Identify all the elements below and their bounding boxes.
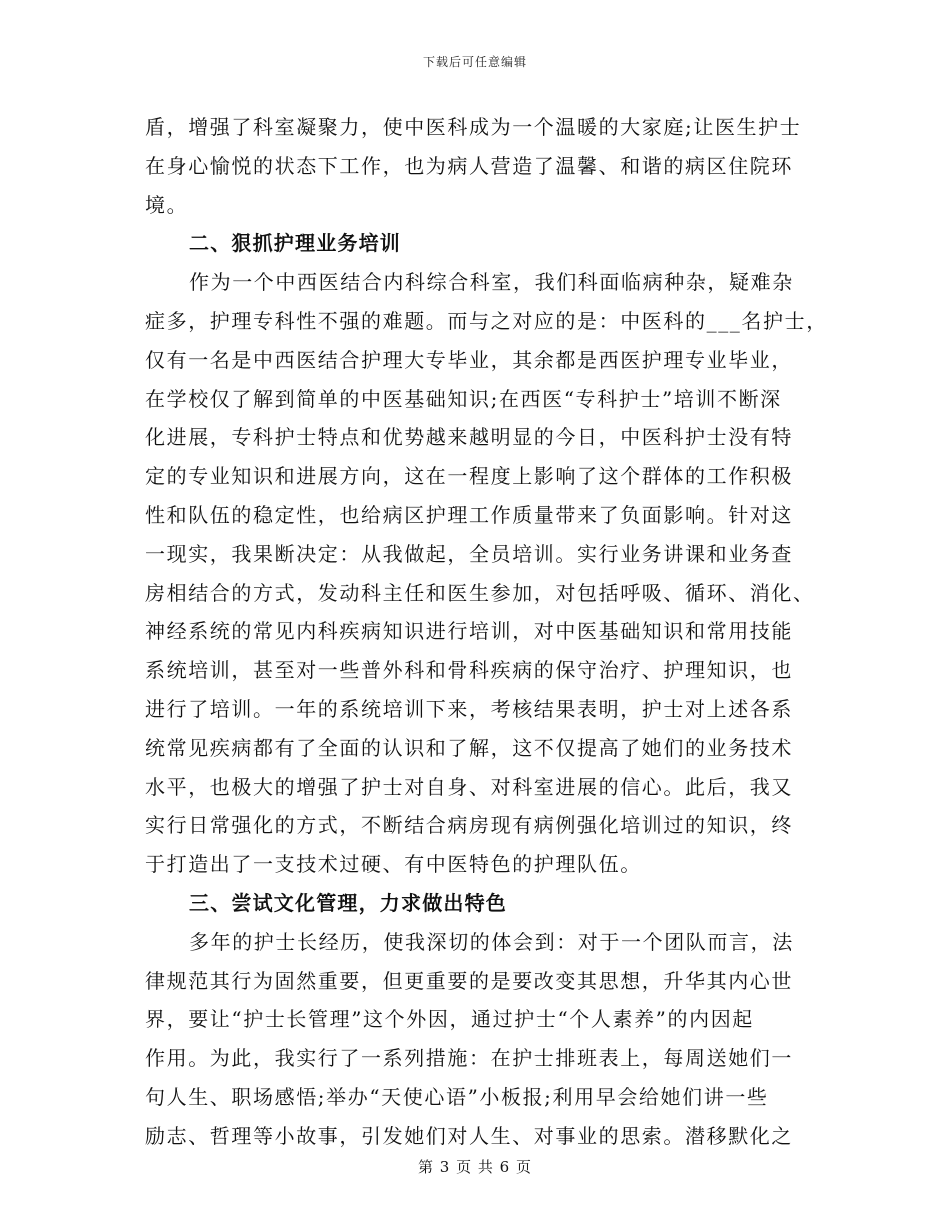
body-line: 水平，也极大的增强了护士对自身、对科室进展的信心。此后，我又 [145,774,793,799]
body-line: 统常见疾病都有了全面的认识和了解，这不仅提高了她们的业务技术 [145,735,793,760]
body-line: 律规范其行为固然重要，但更重要的是要改变其思想，升华其内心世 [145,968,793,993]
paragraph-first-line: 作为一个中西医结合内科综合科室，我们科面临病种杂，疑难杂 [189,270,794,295]
body-line: 仅有一名是中西医结合护理大专毕业，其余都是西医护理专业毕业， [145,347,793,372]
body-line: 化进展，专科护士特点和优势越来越明显的今日，中医科护士没有特 [145,425,793,450]
body-line: 定的专业知识和进展方向，这在一程度上影响了这个群体的工作积极 [145,464,793,489]
section-heading: 二、狠抓护理业务培训 [189,231,401,256]
body-line: 于打造出了一支技术过硬、有中医特色的护理队伍。 [145,852,642,877]
section-heading: 三、尝试文化管理，力求做出特色 [189,890,507,915]
paragraph-first-line: 多年的护士长经历，使我深切的体会到：对于一个团队而言，法 [189,929,794,954]
document-body [145,108,828,1156]
body-line: 性和队伍的稳定性，也给病区护理工作质量带来了负面影响。针对这 [145,502,793,527]
body-line: 盾，增强了科室凝聚力，使中医科成为一个温暖的大家庭;让医生护士 [145,115,802,139]
body-line: 在学校仅了解到简单的中医基础知识;在西医“专科护士”培训不断深 [145,386,782,411]
body-line: 系统培训，甚至对一些普外科和骨科疾病的保守治疗、护理知识，也 [145,658,793,683]
body-line: 句人生、职场感悟;举办“天使心语”小板报;利用早会给她们讲一些 [145,1084,769,1109]
body-line: 症多，护理专科性不强的难题。而与之对应的是：中医科的___名护士， [145,308,828,333]
body-line: 作用。为此，我实行了一系列措施：在护士排班表上，每周送她们一 [145,1046,793,1071]
body-line: 一现实，我果断决定：从我做起，全员培训。实行业务讲课和业务查 [145,541,793,566]
body-line: 境。 [145,192,189,217]
body-line: 神经系统的常见内科疾病知识进行培训，对中医基础知识和常用技能 [145,619,793,644]
body-line: 进行了培训。一年的系统培训下来，考核结果表明，护士对上述各系 [145,696,793,721]
body-line: 房相结合的方式，发动科主任和医生参加，对包括呼吸、循环、消化、 [145,580,815,605]
body-line: 界，要让“护士长管理”这个外因，通过护士“个人素养”的内因起 [145,1007,754,1032]
body-line: 实行日常强化的方式，不断结合病房现有病例强化培训过的知识，终 [145,813,793,838]
page-header-note: 下载后可任意编辑 [422,55,527,69]
page-number-footer: 第 3 页 共 6 页 [418,1158,532,1176]
body-line: 在身心愉悦的状态下工作，也为病人营造了温馨、和谐的病区住院环 [145,153,793,178]
body-line: 励志、哲理等小故事，引发她们对人生、对事业的思索。潜移默化之 [145,1123,793,1148]
